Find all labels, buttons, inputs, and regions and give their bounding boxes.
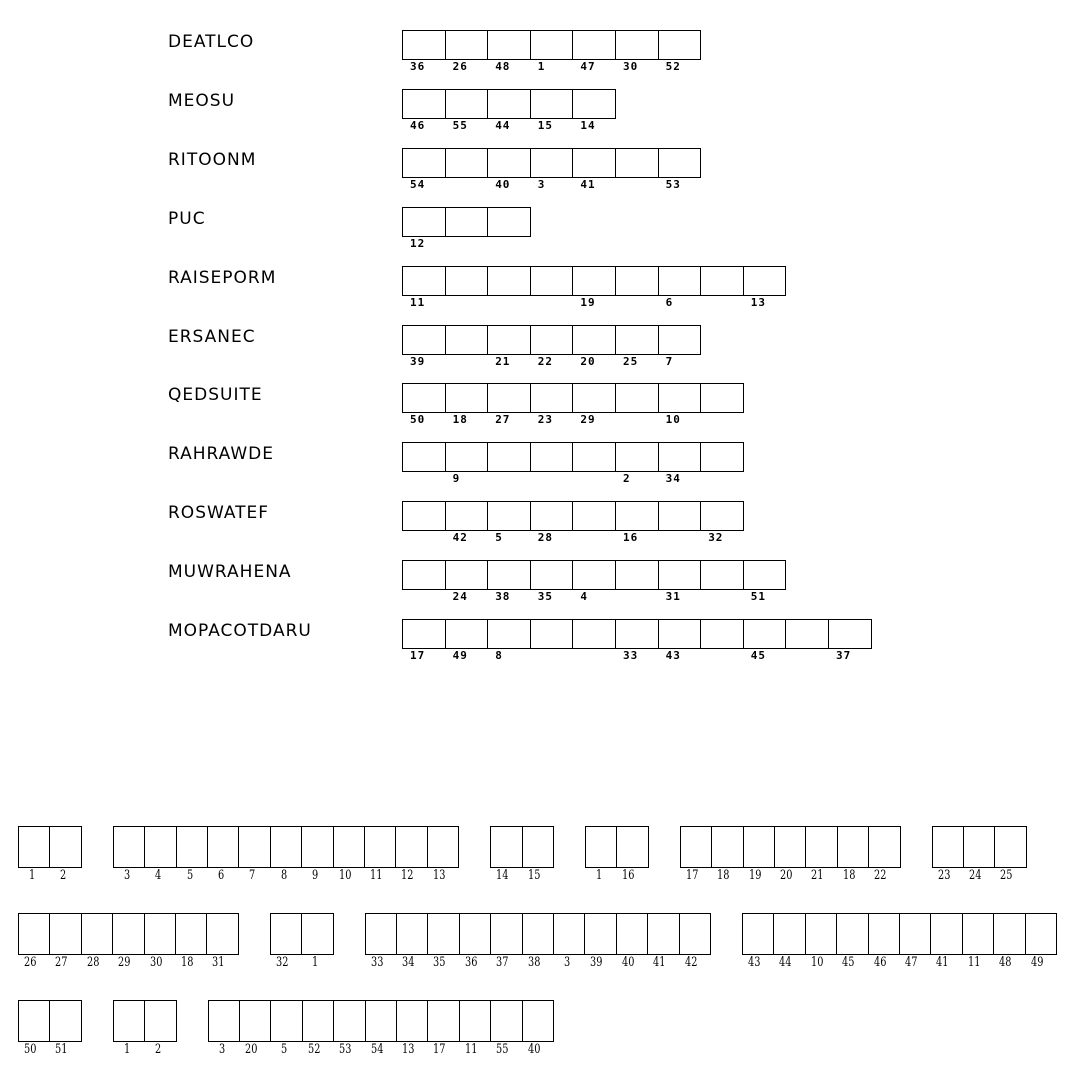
quote-letter-box[interactable] (113, 1000, 145, 1042)
letter-box[interactable] (658, 383, 702, 413)
quote-letter-number: 9 (312, 868, 319, 883)
letter-box-number: 19 (580, 295, 596, 309)
letter-box[interactable] (487, 501, 531, 531)
letter-box-number: 33 (623, 649, 639, 662)
quote-letter-number: 6 (218, 868, 225, 883)
letter-box[interactable] (530, 325, 574, 355)
quote-letter-number: 20 (245, 1042, 258, 1057)
quote-letter-number: 40 (621, 955, 635, 970)
quote-letter-box[interactable] (490, 1000, 522, 1042)
quote-letter-number: 35 (433, 955, 446, 970)
letter-box[interactable] (402, 30, 446, 60)
letter-box[interactable] (445, 148, 489, 178)
quote-letter-box[interactable] (238, 826, 270, 868)
letter-box[interactable] (700, 560, 744, 590)
letter-box[interactable] (402, 266, 446, 296)
letter-box-number: 20 (580, 354, 596, 368)
letter-box-number: 14 (580, 118, 596, 132)
letter-box-number: 32 (708, 531, 724, 545)
letter-box-number: 7 (665, 354, 674, 368)
quote-letter-number: 13 (432, 868, 446, 883)
quote-letter-box[interactable] (207, 826, 239, 868)
letter-box-number: 9 (452, 472, 461, 486)
quote-letter-box[interactable] (427, 1000, 459, 1042)
letter-box[interactable] (743, 619, 787, 649)
quote-letter-box[interactable] (175, 913, 207, 955)
quote-letter-number: 26 (24, 955, 37, 970)
quote-letter-number: 40 (527, 1042, 541, 1057)
quote-letter-box[interactable] (18, 826, 50, 868)
quote-letter-box[interactable] (333, 1000, 365, 1042)
quote-letter-number: 1 (29, 868, 36, 883)
quote-letter-number: 19 (748, 868, 762, 883)
letter-box-number: 10 (665, 413, 681, 427)
letter-box[interactable] (402, 383, 446, 413)
letter-box-number: 48 (495, 60, 511, 73)
quote-letter-number: 11 (967, 955, 981, 970)
letter-box-number: 12 (410, 236, 426, 250)
letter-box[interactable] (828, 619, 872, 649)
letter-box-number: 45 (750, 649, 767, 662)
quote-letter-box[interactable] (963, 826, 995, 868)
letter-box[interactable] (615, 619, 659, 649)
quote-letter-number: 52 (307, 1042, 321, 1057)
letter-box-number: 44 (495, 118, 511, 132)
letter-box-number: 54 (410, 177, 426, 191)
letter-box[interactable] (402, 501, 446, 531)
quote-letter-box[interactable] (932, 826, 964, 868)
letter-box[interactable] (615, 148, 659, 178)
letter-box[interactable] (530, 89, 574, 119)
quote-letter-box[interactable] (553, 913, 585, 955)
scrambled-word: RITOONM (168, 149, 257, 170)
letter-box-number: 36 (410, 60, 426, 73)
letter-box-number: 52 (665, 60, 681, 73)
letter-box[interactable] (743, 266, 787, 296)
letter-box-number: 27 (495, 413, 511, 427)
letter-box-number: 43 (665, 649, 681, 662)
letter-box[interactable] (402, 560, 446, 590)
quote-letter-box[interactable] (522, 826, 554, 868)
scrambled-word: DEATLCO (168, 32, 255, 52)
quote-letter-box[interactable] (774, 826, 806, 868)
scrambled-word: MUWRAHENA (168, 562, 292, 583)
quote-letter-box[interactable] (81, 913, 113, 955)
quote-letter-number: 21 (811, 868, 824, 883)
quote-letter-box[interactable] (773, 913, 805, 955)
letter-box-number: 30 (623, 60, 639, 73)
quote-letter-number: 12 (401, 868, 414, 883)
quote-letter-box[interactable] (18, 913, 50, 955)
letter-box[interactable] (402, 207, 446, 237)
quote-letter-box[interactable] (868, 826, 900, 868)
letter-box[interactable] (445, 207, 489, 237)
scrambled-word: ROSWATEF (168, 503, 270, 524)
quote-letter-number: 15 (527, 868, 541, 883)
quote-letter-box[interactable] (962, 913, 994, 955)
quote-letter-box[interactable] (365, 913, 397, 955)
letter-box[interactable] (572, 325, 616, 355)
quote-letter-box[interactable] (301, 913, 333, 955)
letter-box-number: 3 (537, 177, 546, 191)
quote-letter-number: 43 (748, 955, 761, 970)
quote-letter-box[interactable] (144, 826, 176, 868)
letter-box[interactable] (487, 560, 531, 590)
letter-box[interactable] (615, 501, 659, 531)
letter-box[interactable] (445, 501, 489, 531)
letter-box[interactable] (530, 501, 574, 531)
letter-box[interactable] (615, 560, 659, 590)
quote-letter-box[interactable] (743, 826, 775, 868)
quote-letter-number: 36 (464, 955, 478, 970)
quote-letter-box[interactable] (18, 1000, 50, 1042)
letter-box[interactable] (487, 30, 531, 60)
quote-letter-box[interactable] (837, 826, 869, 868)
quote-letter-box[interactable] (616, 913, 648, 955)
quote-letter-number: 1 (596, 868, 603, 883)
letter-box[interactable] (572, 501, 616, 531)
scrambled-word: PUC (168, 208, 206, 229)
quote-letter-box[interactable] (144, 1000, 176, 1042)
quote-letter-number: 11 (370, 868, 383, 883)
quote-letter-number: 25 (1000, 868, 1013, 883)
letter-box[interactable] (487, 619, 531, 649)
quote-letter-box[interactable] (805, 913, 837, 955)
quote-letter-box[interactable] (270, 913, 302, 955)
letter-box[interactable] (402, 89, 446, 119)
quote-letter-number: 46 (873, 955, 887, 970)
letter-box[interactable] (658, 30, 702, 60)
letter-box[interactable] (402, 619, 446, 649)
quote-letter-number: 51 (55, 1042, 68, 1057)
quote-letter-box[interactable] (522, 1000, 554, 1042)
letter-box[interactable] (615, 325, 659, 355)
letter-box-number: 39 (410, 354, 426, 368)
quote-letter-number: 30 (149, 955, 163, 970)
letter-box[interactable] (445, 266, 489, 296)
letter-box[interactable] (572, 148, 616, 178)
quote-letter-box[interactable] (585, 826, 617, 868)
letter-box-number: 13 (750, 295, 767, 309)
quote-letter-number: 5 (281, 1042, 288, 1057)
quote-letter-number: 53 (339, 1042, 352, 1057)
letter-box-number: 28 (537, 531, 554, 545)
letter-box[interactable] (743, 560, 787, 590)
quote-letter-box[interactable] (647, 913, 679, 955)
letter-box[interactable] (700, 501, 744, 531)
letter-box[interactable] (658, 442, 702, 472)
letter-box-number: 22 (537, 354, 554, 368)
letter-box-number: 4 (580, 590, 589, 604)
letter-box[interactable] (487, 442, 531, 472)
quote-letter-box[interactable] (490, 913, 522, 955)
quote-letter-box[interactable] (584, 913, 616, 955)
quote-letter-box[interactable] (836, 913, 868, 955)
quote-letter-number: 11 (464, 1042, 478, 1057)
letter-box[interactable] (445, 383, 489, 413)
letter-box-number: 23 (537, 413, 554, 427)
letter-box[interactable] (700, 266, 744, 296)
letter-box-number: 8 (495, 649, 503, 662)
quote-letter-box[interactable] (993, 913, 1025, 955)
letter-box[interactable] (487, 207, 531, 237)
quote-letter-number: 10 (338, 868, 352, 883)
quote-letter-number: 34 (402, 955, 415, 970)
letter-box-number: 53 (665, 177, 681, 191)
quote-letter-number: 29 (118, 955, 131, 970)
quote-letter-box[interactable] (805, 826, 837, 868)
quote-letter-box[interactable] (522, 913, 554, 955)
letter-box[interactable] (658, 325, 702, 355)
letter-box[interactable] (487, 325, 531, 355)
quote-letter-box[interactable] (301, 826, 333, 868)
quote-letter-number: 39 (590, 955, 603, 970)
letter-box-number: 1 (537, 60, 546, 73)
letter-box-number: 16 (623, 531, 639, 545)
letter-box[interactable] (700, 619, 744, 649)
letter-box[interactable] (530, 619, 574, 649)
quote-letter-box[interactable] (396, 913, 428, 955)
letter-box-number: 25 (623, 354, 639, 368)
letter-box[interactable] (445, 560, 489, 590)
quote-letter-box[interactable] (994, 826, 1026, 868)
quote-letter-box[interactable] (459, 1000, 491, 1042)
letter-box-number: 37 (836, 649, 852, 662)
quote-letter-box[interactable] (427, 913, 459, 955)
quote-letter-number: 48 (999, 955, 1012, 970)
letter-box[interactable] (487, 89, 531, 119)
quote-letter-box[interactable] (680, 826, 712, 868)
quote-letter-box[interactable] (206, 913, 238, 955)
quote-letter-number: 23 (937, 868, 951, 883)
letter-box[interactable] (572, 30, 616, 60)
quote-letter-box[interactable] (395, 826, 427, 868)
letter-box[interactable] (658, 148, 702, 178)
quote-letter-box[interactable] (113, 826, 145, 868)
quote-letter-box[interactable] (899, 913, 931, 955)
quote-letter-number: 37 (496, 955, 509, 970)
letter-box[interactable] (615, 442, 659, 472)
letter-box[interactable] (700, 383, 744, 413)
quote-letter-number: 16 (622, 868, 635, 883)
quote-letter-number: 14 (496, 868, 509, 883)
letter-box[interactable] (445, 442, 489, 472)
quote-letter-box[interactable] (49, 826, 81, 868)
quote-letter-number: 41 (653, 955, 666, 970)
letter-box[interactable] (530, 560, 574, 590)
letter-box-number: 41 (580, 177, 596, 191)
letter-box[interactable] (572, 560, 616, 590)
quote-letter-box[interactable] (239, 1000, 271, 1042)
scrambled-word: MOPACOTDARU (168, 621, 312, 641)
letter-box-number: 21 (495, 354, 511, 368)
letter-box[interactable] (572, 442, 616, 472)
quote-letter-box[interactable] (208, 1000, 240, 1042)
quote-letter-number: 54 (370, 1042, 384, 1057)
letter-box[interactable] (487, 148, 531, 178)
letter-box[interactable] (615, 383, 659, 413)
quote-letter-number: 7 (249, 868, 256, 883)
quote-letter-number: 44 (779, 955, 792, 970)
letter-box[interactable] (572, 89, 616, 119)
letter-box[interactable] (658, 501, 702, 531)
quote-letter-number: 22 (874, 868, 887, 883)
letter-box[interactable] (445, 30, 489, 60)
letter-box[interactable] (487, 266, 531, 296)
letter-box-number: 15 (537, 118, 554, 132)
quote-letter-box[interactable] (176, 826, 208, 868)
quote-letter-number: 49 (1030, 955, 1044, 970)
letter-box-number: 50 (410, 413, 426, 427)
letter-box-number: 2 (623, 472, 631, 486)
letter-box[interactable] (530, 383, 574, 413)
letter-box[interactable] (402, 325, 446, 355)
quote-letter-number: 3 (123, 868, 131, 883)
quote-letter-box[interactable] (616, 826, 648, 868)
quote-letter-number: 10 (810, 955, 824, 970)
quote-letter-box[interactable] (270, 1000, 302, 1042)
quote-letter-box[interactable] (364, 826, 396, 868)
quote-letter-number: 27 (55, 955, 68, 970)
letter-box-number: 49 (452, 649, 468, 662)
quote-letter-number: 45 (842, 955, 855, 970)
letter-box-number: 17 (410, 649, 426, 662)
quote-letter-box[interactable] (742, 913, 774, 955)
letter-box[interactable] (615, 266, 659, 296)
quote-letter-box[interactable] (333, 826, 365, 868)
scrambled-word: ERSANEC (168, 326, 256, 347)
letter-box-number: 5 (495, 531, 503, 545)
scrambled-word: RAHRAWDE (168, 444, 274, 465)
quote-letter-box[interactable] (396, 1000, 428, 1042)
letter-box-number: 51 (750, 590, 767, 604)
quote-letter-box[interactable] (868, 913, 900, 955)
quote-letter-number: 32 (275, 955, 289, 970)
letter-box[interactable] (530, 148, 574, 178)
letter-box[interactable] (572, 383, 616, 413)
letter-box[interactable] (700, 442, 744, 472)
scrambled-word: RAISEPORM (168, 267, 277, 288)
quote-letter-box[interactable] (1025, 913, 1057, 955)
quote-letter-number: 18 (717, 868, 730, 883)
quote-letter-number: 31 (212, 955, 225, 970)
quote-letter-number: 1 (123, 1042, 131, 1057)
letter-box[interactable] (658, 266, 702, 296)
quote-letter-box[interactable] (427, 826, 459, 868)
quote-letter-number: 38 (527, 955, 541, 970)
letter-box-number: 42 (452, 531, 468, 545)
letter-box[interactable] (402, 442, 446, 472)
quote-letter-number: 55 (496, 1042, 509, 1057)
letter-box[interactable] (445, 325, 489, 355)
quote-letter-box[interactable] (302, 1000, 334, 1042)
quote-letter-number: 3 (564, 955, 571, 970)
scrambled-word: QEDSUITE (168, 385, 263, 406)
quote-letter-number: 5 (186, 868, 193, 883)
letter-box[interactable] (530, 442, 574, 472)
letter-box[interactable] (572, 619, 616, 649)
quote-letter-number: 50 (24, 1042, 37, 1057)
quote-letter-number: 18 (181, 955, 194, 970)
quote-letter-box[interactable] (270, 826, 302, 868)
scrambled-word: MEOSU (168, 90, 236, 111)
letter-box-number: 24 (452, 590, 468, 604)
letter-box[interactable] (658, 619, 702, 649)
quote-letter-number: 4 (155, 868, 162, 883)
quote-letter-number: 24 (969, 868, 982, 883)
letter-box-number: 11 (410, 295, 426, 309)
quote-letter-box[interactable] (144, 913, 176, 955)
quote-letter-number: 2 (60, 868, 67, 883)
quote-letter-number: 42 (684, 955, 698, 970)
letter-box-number: 35 (537, 590, 554, 604)
letter-box[interactable] (530, 30, 574, 60)
quote-letter-number: 20 (780, 868, 793, 883)
letter-box-number: 26 (452, 60, 468, 73)
quote-letter-number: 2 (155, 1042, 162, 1057)
letter-box[interactable] (445, 89, 489, 119)
letter-box-number: 46 (410, 118, 426, 132)
quote-letter-box[interactable] (112, 913, 144, 955)
quote-letter-number: 3 (218, 1042, 225, 1057)
letter-box[interactable] (487, 383, 531, 413)
letter-box[interactable] (658, 560, 702, 590)
quote-letter-number: 18 (842, 868, 856, 883)
letter-box[interactable] (402, 148, 446, 178)
quote-letter-number: 13 (402, 1042, 415, 1057)
letter-box[interactable] (785, 619, 829, 649)
quote-letter-box[interactable] (365, 1000, 397, 1042)
letter-box-number: 18 (452, 413, 468, 427)
letter-box-number: 31 (665, 590, 681, 604)
quote-letter-number: 8 (280, 868, 288, 883)
quote-letter-box[interactable] (49, 913, 81, 955)
letter-box-number: 34 (665, 472, 681, 486)
quote-letter-number: 17 (685, 868, 699, 883)
quote-letter-number: 41 (936, 955, 949, 970)
quote-letter-number: 28 (86, 955, 100, 970)
quote-letter-number: 47 (905, 955, 918, 970)
letter-box[interactable] (445, 619, 489, 649)
letter-box[interactable] (572, 266, 616, 296)
quote-letter-number: 1 (312, 955, 319, 970)
quote-letter-box[interactable] (490, 826, 522, 868)
letter-box-number: 40 (495, 177, 511, 191)
quote-letter-box[interactable] (49, 1000, 81, 1042)
quote-letter-box[interactable] (930, 913, 962, 955)
quote-letter-number: 17 (433, 1042, 446, 1057)
letter-box-number: 29 (580, 413, 596, 427)
quote-letter-box[interactable] (459, 913, 491, 955)
letter-box-number: 55 (452, 118, 468, 132)
letter-box-number: 6 (665, 295, 674, 309)
letter-box-number: 47 (580, 60, 596, 73)
quote-letter-box[interactable] (679, 913, 711, 955)
quote-letter-number: 33 (370, 955, 384, 970)
letter-box[interactable] (530, 266, 574, 296)
letter-box[interactable] (615, 30, 659, 60)
quote-letter-box[interactable] (711, 826, 743, 868)
letter-box-number: 38 (495, 590, 511, 604)
